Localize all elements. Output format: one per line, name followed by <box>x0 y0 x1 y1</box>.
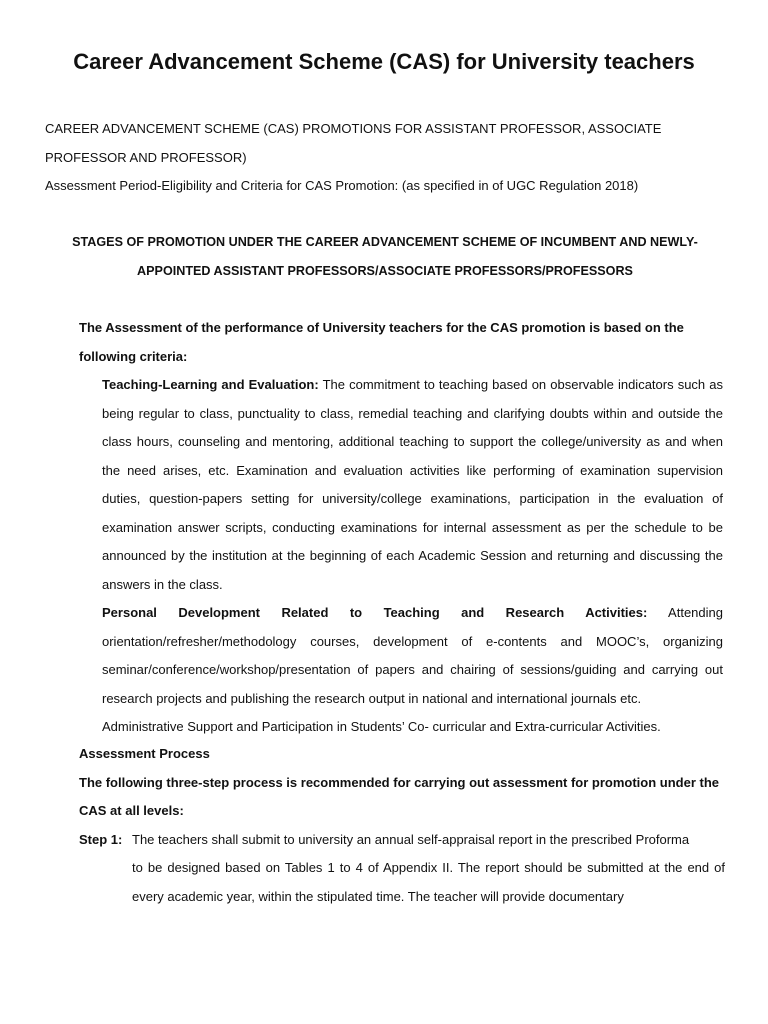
intro-block <box>45 115 735 201</box>
criterion-text: Administrative Support and Participation in Students’ Co- curricular and Extra-curricular Activities. <box>102 719 661 734</box>
step-first-line: The teachers shall submit to university an annual self-appraisal report in the prescribed Proforma <box>132 831 690 847</box>
process-lead: The following three-step process is recommended for carrying out assessment for promotion under the CAS at all levels: <box>79 774 720 818</box>
assessment-process <box>79 740 725 911</box>
stages-heading: STAGES OF PROMOTION UNDER THE CAREER ADVANCEMENT SCHEME OF INCUMBENT AND NEWLY-APPOINTED ASSISTANT PROFESSORS/ASSOCIATE PROFESSORS/PROFESSORS <box>72 235 698 278</box>
criterion-text: Attending orientation/refresher/methodology courses, development of e-contents and MOOC’s, organizing seminar/conference/workshop/presentation of papers and chairing of sessions/guiding and carrying out research projects and publishing the research output in national and international journals etc. <box>102 605 723 706</box>
criterion-teaching-learning <box>102 371 723 599</box>
criterion-label: Personal Development Related to Teaching and Research Activities: <box>102 605 648 620</box>
criteria-list <box>102 371 723 742</box>
step-label: Step 1: <box>79 831 123 847</box>
step-1 <box>79 826 725 912</box>
criterion-administrative-support <box>102 713 723 742</box>
intro-line-assessment-period: Assessment Period-Eligibility and Criteria for CAS Promotion: (as specified in of UGC Regulation 2018) <box>45 178 639 193</box>
intro-line-scheme: CAREER ADVANCEMENT SCHEME (CAS) PROMOTIONS FOR ASSISTANT PROFESSOR, ASSOCIATE PROFESSOR AND PROFESSOR) <box>45 121 662 165</box>
step-body: to be designed based on Tables 1 to 4 of Appendix II. The report should be submitted at the end of every academic year, within the stipulated time. The teacher will provide documentary <box>132 860 725 904</box>
assessment-lead: The Assessment of the performance of University teachers for the CAS promotion is based on the following criteria: <box>79 320 684 364</box>
criterion-label: Teaching-Learning and Evaluation: <box>102 377 319 392</box>
criterion-text: The commitment to teaching based on observable indicators such as being regular to class, punctuality to class, remedial teaching and clarifying doubts within and outside the class hours, counseling and mentoring, additional teaching to support the college/university as and when the need arises, etc. Examination and evaluation activities like performing of examination supervision duties, question-papers setting for university/college examinations, participation in the evaluation of examination answer scripts, conducting examinations for internal assessment as per the schedule to be announced by the institution at the beginning of each Academic Session and returning and discussing the answers in the class. <box>102 377 723 592</box>
criterion-personal-development <box>102 599 723 713</box>
process-heading: Assessment Process <box>79 746 210 761</box>
page-title: Career Advancement Scheme (CAS) for University teachers <box>73 49 695 74</box>
